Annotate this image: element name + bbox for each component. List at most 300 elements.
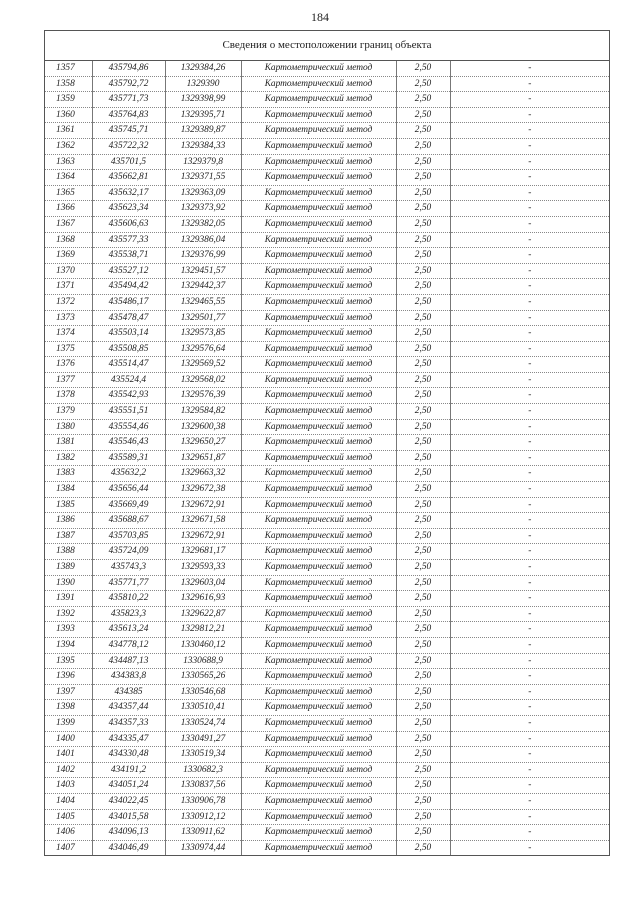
x-coordinate-cell: 435613,24: [92, 622, 165, 638]
method-cell: Картометрический метод: [241, 170, 396, 186]
point-number-cell: 1382: [45, 450, 92, 466]
description-cell: -: [450, 747, 609, 763]
method-cell: Картометрический метод: [241, 778, 396, 794]
accuracy-cell: 2,50: [396, 653, 450, 669]
y-coordinate-cell: 1329616,93: [165, 591, 241, 607]
table-row: [45, 825, 609, 841]
x-coordinate-cell: 435514,47: [92, 357, 165, 373]
x-coordinate-cell: 435810,22: [92, 591, 165, 607]
point-number-cell: 1381: [45, 435, 92, 451]
accuracy-cell: 2,50: [396, 232, 450, 248]
coordinates-table: [45, 61, 609, 855]
table-row: [45, 809, 609, 825]
description-cell: -: [450, 326, 609, 342]
point-number-cell: 1388: [45, 544, 92, 560]
accuracy-cell: 2,50: [396, 201, 450, 217]
point-number-cell: 1378: [45, 388, 92, 404]
accuracy-cell: 2,50: [396, 544, 450, 560]
accuracy-cell: 2,50: [396, 809, 450, 825]
method-cell: Картометрический метод: [241, 700, 396, 716]
y-coordinate-cell: 1330519,34: [165, 747, 241, 763]
x-coordinate-cell: 434385: [92, 684, 165, 700]
x-coordinate-cell: 435478,47: [92, 310, 165, 326]
point-number-cell: 1405: [45, 809, 92, 825]
method-cell: Картометрический метод: [241, 684, 396, 700]
method-cell: Картометрический метод: [241, 138, 396, 154]
x-coordinate-cell: 435632,2: [92, 466, 165, 482]
point-number-cell: 1397: [45, 684, 92, 700]
description-cell: -: [450, 76, 609, 92]
y-coordinate-cell: 1329576,64: [165, 341, 241, 357]
table-row: [45, 622, 609, 638]
accuracy-cell: 2,50: [396, 263, 450, 279]
x-coordinate-cell: 435508,85: [92, 341, 165, 357]
table-row: [45, 560, 609, 576]
y-coordinate-cell: 1329576,39: [165, 388, 241, 404]
y-coordinate-cell: 1330460,12: [165, 637, 241, 653]
method-cell: Картометрический метод: [241, 294, 396, 310]
description-cell: -: [450, 637, 609, 653]
accuracy-cell: 2,50: [396, 528, 450, 544]
y-coordinate-cell: 1329603,04: [165, 575, 241, 591]
description-cell: -: [450, 404, 609, 420]
description-cell: -: [450, 591, 609, 607]
y-coordinate-cell: 1329622,87: [165, 606, 241, 622]
y-coordinate-cell: 1329812,21: [165, 622, 241, 638]
description-cell: -: [450, 92, 609, 108]
method-cell: Картометрический метод: [241, 793, 396, 809]
point-number-cell: 1357: [45, 61, 92, 76]
description-cell: -: [450, 700, 609, 716]
y-coordinate-cell: 1329384,26: [165, 61, 241, 76]
method-cell: Картометрический метод: [241, 263, 396, 279]
accuracy-cell: 2,50: [396, 575, 450, 591]
point-number-cell: 1383: [45, 466, 92, 482]
description-cell: -: [450, 61, 609, 76]
accuracy-cell: 2,50: [396, 419, 450, 435]
table-row: [45, 435, 609, 451]
x-coordinate-cell: 435538,71: [92, 248, 165, 264]
accuracy-cell: 2,50: [396, 216, 450, 232]
accuracy-cell: 2,50: [396, 513, 450, 529]
y-coordinate-cell: 1329600,38: [165, 419, 241, 435]
point-number-cell: 1387: [45, 528, 92, 544]
y-coordinate-cell: 1330682,3: [165, 762, 241, 778]
point-number-cell: 1376: [45, 357, 92, 373]
description-cell: -: [450, 450, 609, 466]
page-number: 184: [311, 10, 329, 24]
table-row: [45, 326, 609, 342]
description-cell: -: [450, 310, 609, 326]
point-number-cell: 1402: [45, 762, 92, 778]
method-cell: Картометрический метод: [241, 357, 396, 373]
x-coordinate-cell: 435656,44: [92, 482, 165, 498]
y-coordinate-cell: 1330491,27: [165, 731, 241, 747]
table-row: [45, 715, 609, 731]
description-cell: -: [450, 372, 609, 388]
x-coordinate-cell: 435632,17: [92, 185, 165, 201]
x-coordinate-cell: 434191,2: [92, 762, 165, 778]
description-cell: -: [450, 684, 609, 700]
description-cell: -: [450, 466, 609, 482]
table-row: [45, 279, 609, 295]
method-cell: Картометрический метод: [241, 840, 396, 855]
description-cell: -: [450, 778, 609, 794]
accuracy-cell: 2,50: [396, 482, 450, 498]
x-coordinate-cell: 435486,17: [92, 294, 165, 310]
table-row: [45, 793, 609, 809]
point-number-cell: 1379: [45, 404, 92, 420]
x-coordinate-cell: 435794,86: [92, 61, 165, 76]
x-coordinate-cell: 434015,58: [92, 809, 165, 825]
accuracy-cell: 2,50: [396, 154, 450, 170]
description-cell: -: [528, 842, 532, 853]
table-body: [45, 61, 609, 855]
method-cell: Картометрический метод: [241, 372, 396, 388]
description-cell: -: [450, 435, 609, 451]
method-cell: Картометрический метод: [241, 575, 396, 591]
table-row: [45, 684, 609, 700]
description-cell: -: [450, 513, 609, 529]
y-coordinate-cell: 1329442,37: [165, 279, 241, 295]
y-coordinate-cell: 1329672,38: [165, 482, 241, 498]
x-coordinate-cell: 434357,44: [92, 700, 165, 716]
method-cell: Картометрический метод: [241, 606, 396, 622]
description-cell: -: [450, 419, 609, 435]
table-row: [45, 513, 609, 529]
method-cell: Картометрический метод: [241, 279, 396, 295]
y-coordinate-cell: 1329386,04: [165, 232, 241, 248]
table-row: [45, 232, 609, 248]
point-number-cell: 1365: [45, 185, 92, 201]
method-cell: Картометрический метод: [241, 76, 396, 92]
x-coordinate-cell: 435701,5: [92, 154, 165, 170]
table-row: [45, 123, 609, 139]
accuracy-cell: 2,50: [396, 248, 450, 264]
method-cell: Картометрический метод: [241, 622, 396, 638]
y-coordinate-cell: 1329681,17: [165, 544, 241, 560]
description-cell: -: [450, 263, 609, 279]
y-coordinate-cell: 1329376,99: [165, 248, 241, 264]
method-cell: Картометрический метод: [241, 825, 396, 841]
table-row: [45, 61, 609, 76]
description-cell: -: [450, 201, 609, 217]
point-number-cell: 1360: [45, 107, 92, 123]
description-cell: -: [450, 232, 609, 248]
x-coordinate-cell: 434096,13: [92, 825, 165, 841]
y-coordinate-cell: 1329379,8: [165, 154, 241, 170]
table-row: [45, 731, 609, 747]
point-number-cell: 1391: [45, 591, 92, 607]
accuracy-cell: 2,50: [396, 372, 450, 388]
x-coordinate-cell: 435745,71: [92, 123, 165, 139]
accuracy-cell: 2,50: [396, 762, 450, 778]
method-cell: Картометрический метод: [241, 747, 396, 763]
accuracy-cell: 2,50: [396, 357, 450, 373]
y-coordinate-cell: 1330837,56: [165, 778, 241, 794]
table-row: [45, 201, 609, 217]
x-coordinate-cell: 434778,12: [92, 637, 165, 653]
description-cell: -: [450, 731, 609, 747]
point-number-cell: 1393: [45, 622, 92, 638]
accuracy-cell: 2,50: [396, 170, 450, 186]
x-coordinate-cell: 435606,63: [92, 216, 165, 232]
x-coordinate-cell: 434383,8: [92, 669, 165, 685]
x-coordinate-cell: 435823,3: [92, 606, 165, 622]
method-cell: Картометрический метод: [241, 92, 396, 108]
description-cell: -: [450, 482, 609, 498]
y-coordinate-cell: 1329395,71: [165, 107, 241, 123]
x-coordinate-cell: 435743,3: [92, 560, 165, 576]
accuracy-cell: 2,50: [396, 731, 450, 747]
y-coordinate-cell: 1329663,32: [165, 466, 241, 482]
x-coordinate-cell: 435724,09: [92, 544, 165, 560]
description-cell: -: [450, 560, 609, 576]
table-row: [45, 76, 609, 92]
y-coordinate-cell: 1329398,99: [165, 92, 241, 108]
x-coordinate-cell: 435623,34: [92, 201, 165, 217]
accuracy-cell: 2,50: [396, 185, 450, 201]
point-number-cell: 1368: [45, 232, 92, 248]
description-cell: -: [450, 216, 609, 232]
table-row: [45, 669, 609, 685]
table-row: [45, 107, 609, 123]
accuracy-cell: 2,50: [396, 341, 450, 357]
y-coordinate-cell: 1330974,44: [165, 840, 241, 855]
method-cell: Картометрический метод: [241, 513, 396, 529]
description-cell: -: [450, 669, 609, 685]
point-number-cell: 1399: [45, 715, 92, 731]
y-coordinate-cell: 1329384,33: [165, 138, 241, 154]
point-number-cell: 1404: [45, 793, 92, 809]
y-coordinate-cell: 1330546,68: [165, 684, 241, 700]
method-cell: Картометрический метод: [241, 560, 396, 576]
point-number-cell: 1380: [45, 419, 92, 435]
x-coordinate-cell: 435551,51: [92, 404, 165, 420]
y-coordinate-cell: 1329568,02: [165, 372, 241, 388]
table-row: [45, 653, 609, 669]
table-row: [45, 528, 609, 544]
point-number-cell: 1389: [45, 560, 92, 576]
table-row: [45, 263, 609, 279]
x-coordinate-cell: 435527,12: [92, 263, 165, 279]
y-coordinate-cell: 1330912,12: [165, 809, 241, 825]
table-row: [45, 497, 609, 513]
x-coordinate-cell: 435546,43: [92, 435, 165, 451]
point-number-cell: 1396: [45, 669, 92, 685]
point-number-cell: 1386: [45, 513, 92, 529]
method-cell: Картометрический метод: [241, 419, 396, 435]
table-row: [45, 700, 609, 716]
point-number-cell: 1375: [45, 341, 92, 357]
y-coordinate-cell: 1330911,62: [165, 825, 241, 841]
x-coordinate-cell: 435494,42: [92, 279, 165, 295]
coordinates-table-container: [44, 30, 610, 856]
x-coordinate-cell: 435764,83: [92, 107, 165, 123]
y-coordinate-cell: 1329382,05: [165, 216, 241, 232]
description-cell: -: [450, 154, 609, 170]
accuracy-cell: 2,50: [396, 138, 450, 154]
table-row: [45, 388, 609, 404]
table-row: [45, 747, 609, 763]
method-cell: Картометрический метод: [241, 466, 396, 482]
y-coordinate-cell: 1329651,87: [165, 450, 241, 466]
y-coordinate-cell: 1329671,58: [165, 513, 241, 529]
accuracy-cell: 2,50: [396, 715, 450, 731]
description-cell: -: [450, 123, 609, 139]
method-cell: Картометрический метод: [241, 762, 396, 778]
x-coordinate-cell: 434335,47: [92, 731, 165, 747]
method-cell: Картометрический метод: [241, 201, 396, 217]
table-row: [45, 450, 609, 466]
x-coordinate-cell: 434357,33: [92, 715, 165, 731]
x-coordinate-cell: 434051,24: [92, 778, 165, 794]
point-number-cell: 1363: [45, 154, 92, 170]
table-row: [45, 138, 609, 154]
description-cell: -: [450, 497, 609, 513]
method-cell: Картометрический метод: [241, 435, 396, 451]
table-row: [45, 778, 609, 794]
method-cell: Картометрический метод: [241, 248, 396, 264]
accuracy-cell: 2,50: [396, 76, 450, 92]
accuracy-cell: 2,50: [396, 591, 450, 607]
accuracy-cell: 2,50: [396, 435, 450, 451]
point-number-cell: 1369: [45, 248, 92, 264]
accuracy-cell: 2,50: [396, 107, 450, 123]
method-cell: Картометрический метод: [241, 482, 396, 498]
method-cell: Картометрический метод: [241, 310, 396, 326]
x-coordinate-cell: 435722,32: [92, 138, 165, 154]
point-number-cell: 1361: [45, 123, 92, 139]
x-coordinate-cell: 435669,49: [92, 497, 165, 513]
x-coordinate-cell: 435589,31: [92, 450, 165, 466]
method-cell: Картометрический метод: [241, 450, 396, 466]
table-row: [45, 341, 609, 357]
method-cell: Картометрический метод: [241, 341, 396, 357]
method-cell: Картометрический метод: [241, 123, 396, 139]
x-coordinate-cell: 435503,14: [92, 326, 165, 342]
point-number-cell: 1392: [45, 606, 92, 622]
accuracy-cell: 2,50: [396, 310, 450, 326]
accuracy-cell: 2,50: [396, 606, 450, 622]
x-coordinate-cell: 435577,33: [92, 232, 165, 248]
table-title: Сведения о местоположении границ объекта: [45, 31, 609, 61]
table-row: [45, 294, 609, 310]
y-coordinate-cell: 1329371,55: [165, 170, 241, 186]
table-row: [45, 357, 609, 373]
table-row: [45, 419, 609, 435]
description-cell: -: [450, 294, 609, 310]
x-coordinate-cell: 435554,46: [92, 419, 165, 435]
point-number-cell: 1370: [45, 263, 92, 279]
table-row: [45, 92, 609, 108]
x-coordinate-cell: 435792,72: [92, 76, 165, 92]
method-cell: Картометрический метод: [241, 528, 396, 544]
description-cell: -: [450, 138, 609, 154]
table-row: [45, 762, 609, 778]
description-cell: -: [450, 107, 609, 123]
accuracy-cell: 2,50: [396, 825, 450, 841]
y-coordinate-cell: 1330524,74: [165, 715, 241, 731]
point-number-cell: 1398: [45, 700, 92, 716]
accuracy-cell: 2,50: [396, 793, 450, 809]
y-coordinate-cell: 1329569,52: [165, 357, 241, 373]
method-cell: Картометрический метод: [241, 653, 396, 669]
description-cell: -: [450, 653, 609, 669]
table-row: [45, 482, 609, 498]
x-coordinate-cell: 435771,77: [92, 575, 165, 591]
y-coordinate-cell: 1330510,41: [165, 700, 241, 716]
y-coordinate-cell: 1329672,91: [165, 528, 241, 544]
method-cell: Картометрический метод: [241, 326, 396, 342]
accuracy-cell: 2,50: [396, 747, 450, 763]
method-cell: Картометрический метод: [241, 232, 396, 248]
table-row: [45, 466, 609, 482]
table-row: [45, 154, 609, 170]
accuracy-cell: 2,50: [396, 778, 450, 794]
description-cell: -: [450, 357, 609, 373]
description-cell: -: [450, 575, 609, 591]
accuracy-cell: 2,50: [396, 669, 450, 685]
y-coordinate-cell: 1329363,09: [165, 185, 241, 201]
y-coordinate-cell: 1329390: [165, 76, 241, 92]
x-coordinate-cell: 435703,85: [92, 528, 165, 544]
point-number-cell: 1395: [45, 653, 92, 669]
description-cell: -: [450, 341, 609, 357]
description-cell: -: [450, 606, 609, 622]
point-number-cell: 1359: [45, 92, 92, 108]
description-cell: -: [450, 170, 609, 186]
accuracy-cell: 2,50: [396, 404, 450, 420]
description-cell: -: [450, 825, 609, 841]
accuracy-cell: 2,50: [396, 622, 450, 638]
y-coordinate-cell: 1329501,77: [165, 310, 241, 326]
accuracy-cell: 2,50: [396, 700, 450, 716]
accuracy-cell: 2,50: [396, 61, 450, 76]
point-number-cell: 1374: [45, 326, 92, 342]
method-cell: Картометрический метод: [241, 154, 396, 170]
method-cell: Картометрический метод: [241, 637, 396, 653]
x-coordinate-cell: 435662,81: [92, 170, 165, 186]
accuracy-cell: 2,50: [396, 294, 450, 310]
accuracy-cell: 2,50: [396, 840, 450, 855]
description-cell: -: [450, 248, 609, 264]
point-number-cell: 1373: [45, 310, 92, 326]
description-cell: -: [450, 528, 609, 544]
accuracy-cell: 2,50: [396, 279, 450, 295]
table-row: [45, 185, 609, 201]
accuracy-cell: 2,50: [396, 560, 450, 576]
point-number-cell: 1366: [45, 201, 92, 217]
table-row: [45, 591, 609, 607]
point-number-cell: 1377: [45, 372, 92, 388]
description-cell: -: [450, 279, 609, 295]
accuracy-cell: 2,50: [396, 497, 450, 513]
method-cell: Картометрический метод: [241, 61, 396, 76]
accuracy-cell: 2,50: [396, 123, 450, 139]
method-cell: Картометрический метод: [241, 185, 396, 201]
y-coordinate-cell: 1329573,85: [165, 326, 241, 342]
method-cell: Картометрический метод: [241, 107, 396, 123]
description-cell: -: [450, 793, 609, 809]
method-cell: Картометрический метод: [241, 216, 396, 232]
accuracy-cell: 2,50: [396, 637, 450, 653]
point-number-cell: 1394: [45, 637, 92, 653]
table-row: [45, 544, 609, 560]
method-cell: Картометрический метод: [241, 731, 396, 747]
point-number-cell: 1362: [45, 138, 92, 154]
accuracy-cell: 2,50: [396, 450, 450, 466]
